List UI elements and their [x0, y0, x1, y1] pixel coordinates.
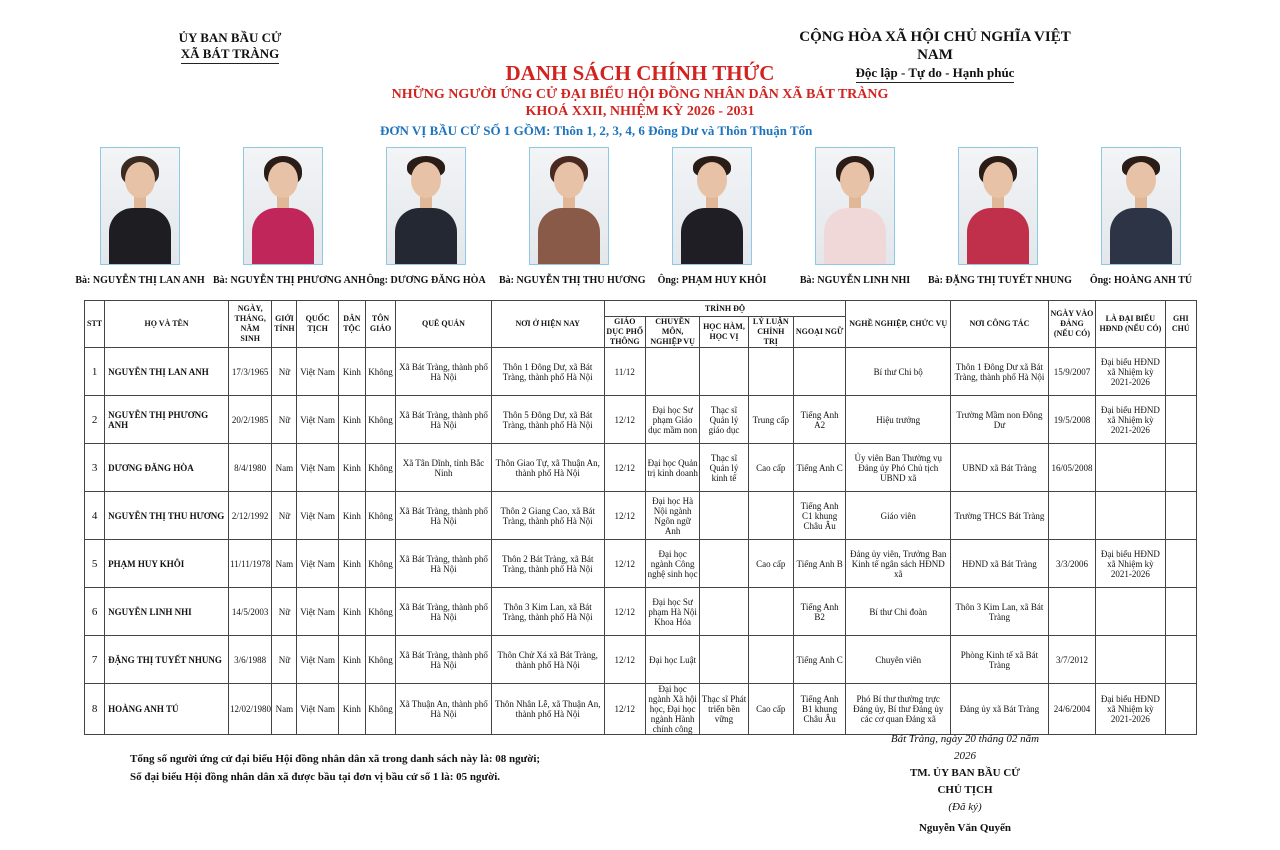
col-header-general-edu: GIÁO DỤC PHỔ THÔNG — [604, 317, 645, 348]
cell-language: Tiếng Anh C — [793, 636, 845, 684]
table-row — [85, 684, 1197, 735]
cell-delegate — [1096, 636, 1165, 684]
candidate-photo-card — [356, 147, 496, 286]
candidate-photo-caption: Ông: DƯƠNG ĐĂNG HÒA — [366, 275, 486, 286]
issuer-line1: ỦY BAN BẦU CỬ — [178, 30, 282, 45]
cell-religion: Không — [365, 684, 395, 735]
col-header-language: NGOẠI NGỮ — [793, 317, 845, 348]
cell-stt: 5 — [85, 540, 105, 588]
cell-general-edu: 12/12 — [604, 684, 645, 735]
cell-language — [793, 348, 845, 396]
cell-party-date: 3/7/2012 — [1048, 636, 1095, 684]
cell-degree: Thạc sĩ Phát triển bền vững — [700, 684, 748, 735]
cell-delegate — [1096, 492, 1165, 540]
cell-hometown: Xã Thuận An, thành phố Hà Nội — [396, 684, 492, 735]
cell-name: NGUYỄN THỊ THU HƯƠNG — [105, 492, 229, 540]
col-header-name: HỌ VÀ TÊN — [105, 301, 229, 348]
cell-occupation: Giáo viên — [846, 492, 951, 540]
cell-hometown: Xã Tân Dĩnh, tỉnh Bắc Ninh — [396, 444, 492, 492]
cell-religion: Không — [365, 540, 395, 588]
col-header-residence: NƠI Ở HIỆN NAY — [491, 301, 604, 348]
cell-name: ĐẶNG THỊ TUYẾT NHUNG — [105, 636, 229, 684]
cell-dob: 12/02/1980 — [229, 684, 272, 735]
col-header-stt: STT — [85, 301, 105, 348]
cell-occupation: Đảng ủy viên, Trưởng Ban Kinh tế ngân sách HĐND xã — [846, 540, 951, 588]
cell-ethnicity: Kinh — [338, 588, 365, 636]
total-candidates-line: Tổng số người ứng cử đại biểu Hội đồng nhân dân xã trong danh sách này là: 08 người; — [130, 753, 541, 765]
cell-occupation: Ủy viên Ban Thường vụ Đảng ủy Phó Chủ tịch UBND xã — [846, 444, 951, 492]
cell-religion: Không — [365, 396, 395, 444]
table-row — [85, 444, 1197, 492]
table-row — [85, 636, 1197, 684]
cell-politics: Cao cấp — [748, 444, 793, 492]
cell-dob: 17/3/1965 — [229, 348, 272, 396]
cell-stt: 7 — [85, 636, 105, 684]
cell-party-date — [1048, 588, 1095, 636]
col-header-delegate: LÀ ĐẠI BIỂU HĐND (NẾU CÓ) — [1096, 301, 1165, 348]
cell-hometown: Xã Bát Tràng, thành phố Hà Nội — [396, 540, 492, 588]
cell-general-edu: 12/12 — [604, 396, 645, 444]
cell-general-edu: 12/12 — [604, 492, 645, 540]
cell-delegate: Đại biểu HĐND xã Nhiệm kỳ 2021-2026 — [1096, 540, 1165, 588]
cell-general-edu: 12/12 — [604, 588, 645, 636]
cell-hometown: Xã Bát Tràng, thành phố Hà Nội — [396, 348, 492, 396]
cell-language: Tiếng Anh B — [793, 540, 845, 588]
cell-specialty — [645, 348, 699, 396]
candidate-portrait — [243, 147, 323, 265]
cell-dob: 11/11/1978 — [229, 540, 272, 588]
cell-workplace: Đảng ủy xã Bát Tràng — [951, 684, 1049, 735]
cell-degree — [700, 636, 748, 684]
cell-specialty: Đại học ngành Xã hội học, Đại học ngành Hành chính công — [645, 684, 699, 735]
cell-party-date: 19/5/2008 — [1048, 396, 1095, 444]
cell-politics: Cao cấp — [748, 684, 793, 735]
candidate-portrait — [815, 147, 895, 265]
cell-specialty: Đại học Sư phạm Hà Nội Khoa Hóa — [645, 588, 699, 636]
cell-general-edu: 12/12 — [604, 444, 645, 492]
national-motto: Độc lập - Tự do - Hạnh phúc — [856, 64, 1015, 83]
cell-ethnicity: Kinh — [338, 684, 365, 735]
cell-note — [1165, 588, 1196, 636]
cell-name: NGUYỄN THỊ PHƯƠNG ANH — [105, 396, 229, 444]
cell-degree — [700, 540, 748, 588]
cell-ethnicity: Kinh — [338, 348, 365, 396]
cell-hometown: Xã Bát Tràng, thành phố Hà Nội — [396, 396, 492, 444]
cell-note — [1165, 348, 1196, 396]
candidate-photos — [70, 147, 1220, 287]
cell-party-date: 3/3/2006 — [1048, 540, 1095, 588]
cell-language: Tiếng Anh B1 khung Châu Âu — [793, 684, 845, 735]
cell-dob: 8/4/1980 — [229, 444, 272, 492]
cell-hometown: Xã Bát Tràng, thành phố Hà Nội — [396, 588, 492, 636]
cell-language: Tiếng Anh A2 — [793, 396, 845, 444]
cell-gender: Nữ — [272, 492, 297, 540]
cell-gender: Nam — [272, 540, 297, 588]
cell-residence: Thôn 5 Đông Dư, xã Bát Tràng, thành phố Hà Nội — [491, 396, 604, 444]
candidate-photo-caption: Bà: ĐẶNG THỊ TUYẾT NHUNG — [928, 275, 1072, 286]
cell-nationality: Việt Nam — [297, 492, 338, 540]
cell-degree — [700, 348, 748, 396]
cell-stt: 6 — [85, 588, 105, 636]
cell-party-date: 15/9/2007 — [1048, 348, 1095, 396]
cell-name: NGUYỄN THỊ LAN ANH — [105, 348, 229, 396]
candidate-photo-caption: Bà: NGUYỄN LINH NHI — [799, 275, 911, 286]
document-subtitle: NHỮNG NGƯỜI ỨNG CỬ ĐẠI BIỂU HỘI ĐỒNG NHÂN DÂN XÃ BÁT TRÀNG — [391, 87, 889, 102]
cell-language: Tiếng Anh C — [793, 444, 845, 492]
cell-nationality: Việt Nam — [297, 636, 338, 684]
elected-seats-line: Số đại biểu Hội đồng nhân dân xã được bầu tại đơn vị bầu cử số 1 là: 05 người. — [130, 771, 501, 783]
signed-mark: (Đã ký) — [948, 801, 982, 813]
cell-delegate — [1096, 444, 1165, 492]
cell-degree — [700, 492, 748, 540]
col-header-gender: GIỚI TÍNH — [272, 301, 297, 348]
cell-politics — [748, 636, 793, 684]
cell-language: Tiếng Anh B2 — [793, 588, 845, 636]
cell-politics: Cao cấp — [748, 540, 793, 588]
cell-specialty: Đại học Luật — [645, 636, 699, 684]
signing-date: Bát Tràng, ngày 20 tháng 02 năm 2026 — [890, 733, 1040, 762]
cell-religion: Không — [365, 348, 395, 396]
table-row — [85, 588, 1197, 636]
candidate-photo-caption: Ông: HOÀNG ANH TÚ — [1089, 275, 1193, 286]
cell-residence: Thôn 3 Kim Lan, xã Bát Tràng, thành phố Hà Nội — [491, 588, 604, 636]
signature-block — [880, 731, 1050, 837]
cell-delegate: Đại biểu HĐND xã Nhiệm kỳ 2021-2026 — [1096, 684, 1165, 735]
col-header-note: GHI CHÚ — [1165, 301, 1196, 348]
table-row — [85, 492, 1197, 540]
col-header-occupation: NGHỀ NGHIỆP, CHỨC VỤ — [846, 301, 951, 348]
col-header-dob: NGÀY, THÁNG, NĂM SINH — [229, 301, 272, 348]
summary-notes — [130, 750, 540, 786]
cell-name: NGUYỄN LINH NHI — [105, 588, 229, 636]
cell-workplace: Trường THCS Bát Tràng — [951, 492, 1049, 540]
col-header-hometown: QUÊ QUÁN — [396, 301, 492, 348]
cell-name: HOÀNG ANH TÚ — [105, 684, 229, 735]
cell-residence: Thôn Nhân Lễ, xã Thuận An, thành phố Hà Nội — [491, 684, 604, 735]
cell-note — [1165, 540, 1196, 588]
candidate-photo-card — [70, 147, 210, 286]
cell-dob: 20/2/1985 — [229, 396, 272, 444]
cell-hometown: Xã Bát Tràng, thành phố Hà Nội — [396, 492, 492, 540]
candidate-photo-card — [213, 147, 366, 286]
cell-degree: Thạc sĩ Quản lý giáo dục — [700, 396, 748, 444]
cell-workplace: Trường Mầm non Đông Dư — [951, 396, 1049, 444]
cell-nationality: Việt Nam — [297, 348, 338, 396]
cell-gender: Nữ — [272, 636, 297, 684]
cell-nationality: Việt Nam — [297, 588, 338, 636]
cell-party-date — [1048, 492, 1095, 540]
cell-occupation: Bí thư Chi bộ — [846, 348, 951, 396]
cell-occupation: Phó Bí thư thường trực Đảng ủy, Bí thư Đảng ủy các cơ quan Đảng xã — [846, 684, 951, 735]
document-term: KHOÁ XXII, NHIỆM KỲ 2026 - 2031 — [525, 104, 755, 119]
table-row — [85, 396, 1197, 444]
col-header-specialty: CHUYÊN MÔN, NGHIỆP VỤ — [645, 317, 699, 348]
cell-delegate — [1096, 588, 1165, 636]
cell-stt: 8 — [85, 684, 105, 735]
cell-nationality: Việt Nam — [297, 444, 338, 492]
cell-residence: Thôn 2 Bát Tràng, xã Bát Tràng, thành phố Hà Nội — [491, 540, 604, 588]
cell-politics: Trung cấp — [748, 396, 793, 444]
cell-religion: Không — [365, 492, 395, 540]
cell-gender: Nữ — [272, 348, 297, 396]
cell-occupation: Hiệu trưởng — [846, 396, 951, 444]
col-header-workplace: NƠI CÔNG TÁC — [951, 301, 1049, 348]
candidate-photo-card — [1071, 147, 1211, 286]
cell-name: PHẠM HUY KHÔI — [105, 540, 229, 588]
col-header-ethnicity: DÂN TỘC — [338, 301, 365, 348]
candidate-portrait — [672, 147, 752, 265]
cell-occupation: Bí thư Chi đoàn — [846, 588, 951, 636]
candidate-portrait — [386, 147, 466, 265]
signing-org: TM. ỦY BAN BẦU CỬ — [909, 767, 1021, 779]
cell-politics — [748, 492, 793, 540]
cell-general-edu: 11/12 — [604, 348, 645, 396]
cell-party-date: 24/6/2004 — [1048, 684, 1095, 735]
cell-residence: Thôn 2 Giang Cao, xã Bát Tràng, thành phố Hà Nội — [491, 492, 604, 540]
cell-ethnicity: Kinh — [338, 444, 365, 492]
cell-degree: Thạc sĩ Quản lý kinh tế — [700, 444, 748, 492]
col-header-party-date: NGÀY VÀO ĐẢNG (NẾU CÓ) — [1048, 301, 1095, 348]
candidate-portrait — [958, 147, 1038, 265]
cell-specialty: Đại học Quản trị kinh doanh — [645, 444, 699, 492]
cell-stt: 1 — [85, 348, 105, 396]
cell-specialty: Đại học Hà Nội ngành Ngôn ngữ Anh — [645, 492, 699, 540]
candidate-photo-caption: Bà: NGUYỄN THỊ PHƯƠNG ANH — [213, 275, 366, 286]
cell-nationality: Việt Nam — [297, 540, 338, 588]
col-header-degree: HỌC HÀM, HỌC VỊ — [700, 317, 748, 348]
table-row — [85, 540, 1197, 588]
col-header-politics: LÝ LUẬN CHÍNH TRỊ — [748, 317, 793, 348]
cell-general-edu: 12/12 — [604, 636, 645, 684]
cell-workplace: Phòng Kinh tế xã Bát Tràng — [951, 636, 1049, 684]
cell-specialty: Đại học ngành Công nghệ sinh học — [645, 540, 699, 588]
candidate-table — [84, 300, 1197, 735]
candidate-portrait — [1101, 147, 1181, 265]
cell-stt: 2 — [85, 396, 105, 444]
cell-religion: Không — [365, 636, 395, 684]
cell-ethnicity: Kinh — [338, 540, 365, 588]
cell-gender: Nữ — [272, 588, 297, 636]
cell-note — [1165, 492, 1196, 540]
candidate-photo-caption: Bà: NGUYỄN THỊ THU HƯƠNG — [499, 275, 646, 286]
cell-ethnicity: Kinh — [338, 396, 365, 444]
col-header-religion: TÔN GIÁO — [365, 301, 395, 348]
cell-residence: Thôn 1 Đông Dư, xã Bát Tràng, thành phố Hà Nội — [491, 348, 604, 396]
cell-workplace: HĐND xã Bát Tràng — [951, 540, 1049, 588]
cell-gender: Nữ — [272, 396, 297, 444]
cell-name: DƯƠNG ĐĂNG HÒA — [105, 444, 229, 492]
cell-hometown: Xã Bát Tràng, thành phố Hà Nội — [396, 636, 492, 684]
cell-language: Tiếng Anh C1 khung Châu Âu — [793, 492, 845, 540]
issuer-header — [150, 30, 310, 64]
cell-dob: 14/5/2003 — [229, 588, 272, 636]
cell-note — [1165, 636, 1196, 684]
cell-occupation: Chuyên viên — [846, 636, 951, 684]
candidate-photo-caption: Ông: PHẠM HUY KHÔI — [657, 275, 767, 286]
cell-politics — [748, 348, 793, 396]
cell-note — [1165, 396, 1196, 444]
cell-stt: 4 — [85, 492, 105, 540]
candidate-photo-card — [785, 147, 925, 286]
cell-religion: Không — [365, 588, 395, 636]
issuer-line2: XÃ BÁT TRÀNG — [181, 46, 279, 64]
candidate-portrait — [100, 147, 180, 265]
cell-workplace: Thôn 1 Đông Dư xã Bát Tràng, thành phố Hà Nội — [951, 348, 1049, 396]
candidate-photo-card — [499, 147, 646, 286]
col-header-nationality: QUỐC TỊCH — [297, 301, 338, 348]
cell-gender: Nam — [272, 444, 297, 492]
cell-nationality: Việt Nam — [297, 396, 338, 444]
cell-nationality: Việt Nam — [297, 684, 338, 735]
cell-delegate: Đại biểu HĐND xã Nhiệm kỳ 2021-2026 — [1096, 348, 1165, 396]
cell-ethnicity: Kinh — [338, 636, 365, 684]
cell-religion: Không — [365, 444, 395, 492]
cell-delegate: Đại biểu HĐND xã Nhiệm kỳ 2021-2026 — [1096, 396, 1165, 444]
cell-degree — [700, 588, 748, 636]
cell-politics — [748, 588, 793, 636]
cell-dob: 3/6/1988 — [229, 636, 272, 684]
candidate-photo-caption: Bà: NGUYỄN THỊ LAN ANH — [75, 275, 205, 286]
cell-gender: Nam — [272, 684, 297, 735]
cell-note — [1165, 684, 1196, 735]
table-row — [85, 348, 1197, 396]
document-titles — [280, 60, 1000, 120]
cell-ethnicity: Kinh — [338, 492, 365, 540]
signer-name: Nguyễn Văn Quyến — [918, 822, 1012, 834]
cell-stt: 3 — [85, 444, 105, 492]
candidate-photo-card — [642, 147, 782, 286]
national-title: CỘNG HÒA XÃ HỘI CHỦ NGHĨA VIỆT NAM — [799, 29, 1071, 63]
election-unit: ĐƠN VỊ BẦU CỬ SỐ 1 GỒM: Thôn 1, 2, 3, 4, 6 Đông Dư và Thôn Thuận Tốn — [380, 123, 813, 138]
cell-residence: Thôn Giao Tự, xã Thuận An, thành phố Hà Nội — [491, 444, 604, 492]
cell-dob: 2/12/1992 — [229, 492, 272, 540]
document-title: DANH SÁCH CHÍNH THỨC — [505, 61, 775, 85]
candidate-portrait — [529, 147, 609, 265]
cell-residence: Thôn Chử Xá xã Bát Tràng, thành phố Hà Nội — [491, 636, 604, 684]
cell-note — [1165, 444, 1196, 492]
col-header-education: TRÌNH ĐỘ — [604, 301, 846, 317]
candidate-rows — [85, 348, 1197, 735]
cell-workplace: UBND xã Bát Tràng — [951, 444, 1049, 492]
candidate-photo-card — [928, 147, 1072, 286]
signing-title: CHỦ TỊCH — [937, 784, 993, 796]
cell-specialty: Đại học Sư phạm Giáo dục mầm non — [645, 396, 699, 444]
cell-general-edu: 12/12 — [604, 540, 645, 588]
cell-party-date: 16/05/2008 — [1048, 444, 1095, 492]
cell-workplace: Thôn 3 Kim Lan, xã Bát Tràng — [951, 588, 1049, 636]
